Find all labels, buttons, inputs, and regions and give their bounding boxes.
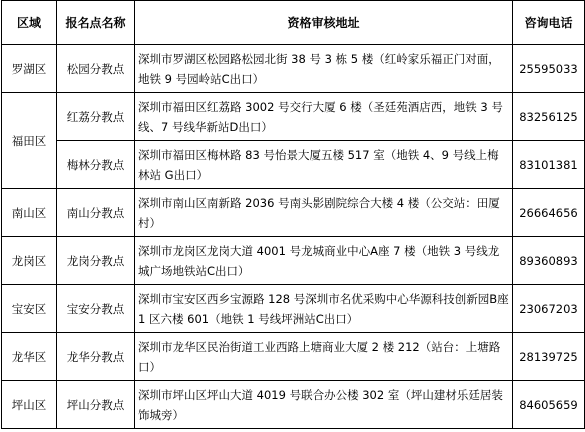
table-row [2, 333, 585, 381]
address-cell: 深圳市宝安区西乡宝源路 128 号深圳市名优采购中心华源科技创新园B座 1 区六楼 601（地铁 1 号线坪洲站C出口） [135, 285, 513, 333]
district-cell: 坪山区 [2, 381, 57, 429]
header-point-name: 报名点名称 [57, 1, 135, 45]
table-row [2, 93, 585, 141]
table-row [2, 45, 585, 93]
table-row [2, 141, 585, 189]
district-cell: 南山区 [2, 189, 57, 237]
phone-cell: 23067203 [513, 285, 585, 333]
phone-cell: 89360893 [513, 237, 585, 285]
point-name-cell: 龙岗分教点 [57, 237, 135, 285]
table-row [2, 237, 585, 285]
district-cell: 福田区 [2, 93, 57, 189]
phone-cell: 83256125 [513, 93, 585, 141]
point-name-cell: 红荔分教点 [57, 93, 135, 141]
header-address: 资格审核地址 [135, 1, 513, 45]
address-cell: 深圳市南山区南新路 2036 号南头影剧院综合大楼 4 楼（公交站：田厦村） [135, 189, 513, 237]
address-cell: 深圳市罗湖区松园路松园北街 38 号 3 栋 5 楼（红岭家乐福正门对面，地铁 9 号园岭站C出口） [135, 45, 513, 93]
table-row [2, 285, 585, 333]
point-name-cell: 坪山分教点 [57, 381, 135, 429]
point-name-cell: 龙华分教点 [57, 333, 135, 381]
district-cell: 龙华区 [2, 333, 57, 381]
table-row [2, 381, 585, 429]
table-row [2, 189, 585, 237]
district-cell: 罗湖区 [2, 45, 57, 93]
district-cell: 宝安区 [2, 285, 57, 333]
header-district: 区域 [2, 1, 57, 45]
phone-cell: 28139725 [513, 333, 585, 381]
phone-cell: 25595033 [513, 45, 585, 93]
address-cell: 深圳市福田区红荔路 3002 号交行大厦 6 楼（圣廷苑酒店西，地铁 3 号线、7 号线华新站D出口） [135, 93, 513, 141]
address-cell: 深圳市龙岗区龙岗大道 4001 号龙城商业中心A座 7 楼（地铁 3 号线龙城广场地铁站C出口） [135, 237, 513, 285]
registration-points-table [1, 0, 585, 429]
address-cell: 深圳市福田区梅林路 83 号怡景大厦五楼 517 室（地铁 4、9 号线上梅林站 G出口） [135, 141, 513, 189]
point-name-cell: 松园分教点 [57, 45, 135, 93]
phone-cell: 83101381 [513, 141, 585, 189]
address-cell: 深圳市龙华区民治街道工业西路上塘商业大厦 2 楼 212（站台：上塘路口） [135, 333, 513, 381]
point-name-cell: 南山分教点 [57, 189, 135, 237]
district-cell: 龙岗区 [2, 237, 57, 285]
phone-cell: 84605659 [513, 381, 585, 429]
point-name-cell: 梅林分教点 [57, 141, 135, 189]
point-name-cell: 宝安分教点 [57, 285, 135, 333]
phone-cell: 26664656 [513, 189, 585, 237]
table-header-row [2, 1, 585, 45]
address-cell: 深圳市坪山区坪山大道 4019 号联合办公楼 302 室（坪山建材乐廷居装饰城旁） [135, 381, 513, 429]
header-phone: 咨询电话 [513, 1, 585, 45]
